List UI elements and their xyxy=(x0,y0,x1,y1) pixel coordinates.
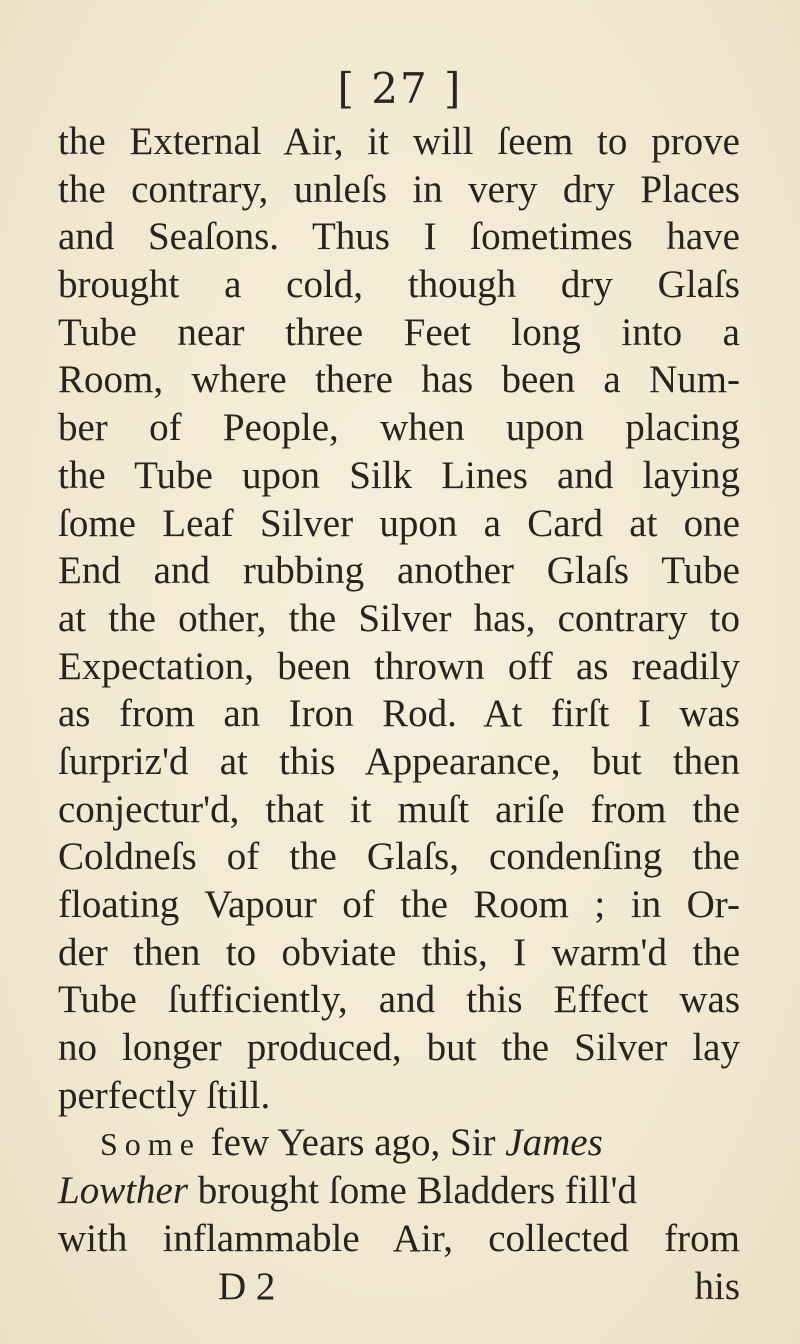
text-line: at the other, the Silver has, contrary to xyxy=(58,596,740,640)
text-line: Tube near three Feet long into a xyxy=(58,310,740,354)
text-line: der then to obviate this, I warm'd the xyxy=(58,930,740,974)
text-line: floating Vapour of the Room ; in Or- xyxy=(58,883,740,926)
text-line-last: perfectly ſtill. xyxy=(58,1073,271,1117)
text-line: with inflammable Air, collected from xyxy=(58,1216,740,1260)
text-line: brought a cold, though dry Glaſs xyxy=(58,263,740,307)
signature-mark: D 2 xyxy=(218,1264,276,1308)
text-line: Room, where there has been a Num- xyxy=(58,358,740,402)
text-line: and Seaſons. Thus I ſometimes have xyxy=(58,215,740,259)
text-line: the Tube upon Silk Lines and laying xyxy=(58,453,740,497)
italic-name: James xyxy=(505,1121,603,1165)
text-span: brought ſome Bladders fill'd xyxy=(188,1169,637,1213)
text-line: conjectur'd, that it muſt ariſe from the xyxy=(58,787,740,831)
text-line: Expectation, been thrown off as readily xyxy=(58,644,740,688)
small-caps-lead: Some xyxy=(100,1126,201,1163)
text-line: ber of People, when upon placing xyxy=(58,406,740,450)
body-text xyxy=(58,118,740,1310)
text-line: the External Air, it will ſeem to prove xyxy=(58,120,740,163)
italic-name: Lowther xyxy=(58,1169,189,1213)
page-number: [ 27 ] xyxy=(337,64,463,113)
text-line: the contrary, unleſs in very dry Places xyxy=(58,167,740,211)
text-line: Coldneſs of the Glaſs, condenſing the xyxy=(58,835,740,879)
signature-line xyxy=(58,1263,740,1311)
text-line: End and rubbing another Glaſs Tube xyxy=(58,549,740,593)
text-span: few Years ago, Sir xyxy=(200,1121,506,1165)
text-line: Tube ſufficiently, and this Effect was xyxy=(58,978,740,1022)
text-line: ſome Leaf Silver upon a Card at one xyxy=(58,501,740,545)
text-line: ſurpriz'd at this Appearance, but then xyxy=(58,739,740,783)
text-line: as from an Iron Rod. At firſt I was xyxy=(58,692,740,736)
paragraph-start-line xyxy=(58,1119,740,1167)
text-line: no longer produced, but the Silver lay xyxy=(58,1026,740,1070)
catchword: his xyxy=(694,1264,740,1308)
text-line xyxy=(58,1167,740,1215)
